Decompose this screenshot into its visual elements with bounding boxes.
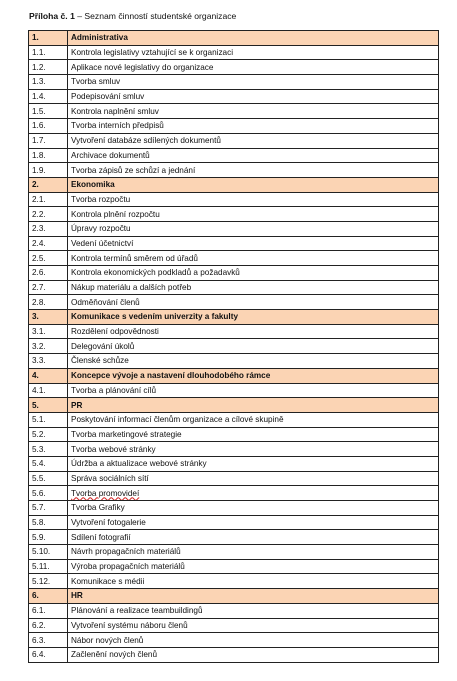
table-row — [29, 104, 439, 119]
row-number: 6.1. — [29, 603, 68, 618]
row-number: 3.1. — [29, 324, 68, 339]
table-row — [29, 501, 439, 516]
row-number: 2.4. — [29, 236, 68, 251]
table-row — [29, 486, 439, 501]
table-row — [29, 60, 439, 75]
table-row — [29, 574, 439, 589]
row-number: 5.10. — [29, 545, 68, 560]
row-number: 2. — [29, 177, 68, 192]
row-number: 5.5. — [29, 471, 68, 486]
activity-text: Tvorba marketingové strategie — [68, 427, 439, 442]
table-row — [29, 295, 439, 310]
section-title: HR — [68, 589, 439, 604]
activity-text: Kontrola ekonomických podkladů a požadavků — [68, 266, 439, 281]
section-row — [29, 398, 439, 413]
row-number: 5.12. — [29, 574, 68, 589]
table-row — [29, 236, 439, 251]
activity-text: Vytvoření systému náboru členů — [68, 618, 439, 633]
row-number: 2.3. — [29, 221, 68, 236]
section-row — [29, 368, 439, 383]
section-title: Administrativa — [68, 31, 439, 46]
table-row — [29, 89, 439, 104]
activity-text: Kontrola naplnění smluv — [68, 104, 439, 119]
section-row — [29, 310, 439, 325]
row-number: 6.2. — [29, 618, 68, 633]
activity-text: Návrh propagačních materiálů — [68, 545, 439, 560]
activity-text: Kontrola termínů směrem od úřadů — [68, 251, 439, 266]
table-row — [29, 339, 439, 354]
row-number: 2.1. — [29, 192, 68, 207]
section-row — [29, 31, 439, 46]
section-title: Ekonomika — [68, 177, 439, 192]
document-caption — [29, 11, 236, 22]
caption-label: Příloha č. 1 — [29, 11, 75, 21]
activity-text: Odměňování členů — [68, 295, 439, 310]
row-number: 3.3. — [29, 354, 68, 369]
activities-table — [28, 30, 439, 663]
table-row — [29, 207, 439, 222]
table-row — [29, 618, 439, 633]
activity-text: Nákup materiálu a dalších potřeb — [68, 280, 439, 295]
row-number: 3. — [29, 310, 68, 325]
activity-text: Tvorba a plánování cílů — [68, 383, 439, 398]
activity-text: Tvorba smluv — [68, 75, 439, 90]
activity-text: Aplikace nové legislativy do organizace — [68, 60, 439, 75]
row-number: 5.3. — [29, 442, 68, 457]
table-row — [29, 354, 439, 369]
table-row — [29, 133, 439, 148]
row-number: 5.7. — [29, 501, 68, 516]
table-row — [29, 515, 439, 530]
activity-text: Údržba a aktualizace webové stránky — [68, 456, 439, 471]
table-row — [29, 471, 439, 486]
activity-text: Poskytování informací členům organizace a cílové skupině — [68, 412, 439, 427]
row-number: 5.8. — [29, 515, 68, 530]
row-number: 6. — [29, 589, 68, 604]
table-row — [29, 221, 439, 236]
row-number: 2.2. — [29, 207, 68, 222]
activity-text: Sdílení fotografií — [68, 530, 439, 545]
table-row — [29, 324, 439, 339]
row-number: 2.8. — [29, 295, 68, 310]
activity-text: Kontrola legislativy vztahující se k organizaci — [68, 45, 439, 60]
activities-table-body — [29, 31, 439, 663]
activity-text: Začlenění nových členů — [68, 647, 439, 662]
table-row — [29, 45, 439, 60]
table-row — [29, 530, 439, 545]
activity-text: Úpravy rozpočtu — [68, 221, 439, 236]
activity-text — [68, 486, 439, 501]
table-row — [29, 603, 439, 618]
row-number: 1.5. — [29, 104, 68, 119]
row-number: 3.2. — [29, 339, 68, 354]
activity-text-flagged: Tvorba promovideí — [71, 488, 140, 498]
table-row — [29, 148, 439, 163]
table-row — [29, 119, 439, 134]
section-title: Koncepce vývoje a nastavení dlouhodobého rámce — [68, 368, 439, 383]
activity-text: Vytvoření databáze sdílených dokumentů — [68, 133, 439, 148]
row-number: 1.9. — [29, 163, 68, 178]
activity-text: Archivace dokumentů — [68, 148, 439, 163]
section-row — [29, 589, 439, 604]
table-row — [29, 383, 439, 398]
row-number: 1.3. — [29, 75, 68, 90]
table-row — [29, 412, 439, 427]
row-number: 2.6. — [29, 266, 68, 281]
activity-text: Tvorba Grafiky — [68, 501, 439, 516]
section-title: Komunikace s vedením univerzity a fakulty — [68, 310, 439, 325]
row-number: 1.2. — [29, 60, 68, 75]
table-row — [29, 280, 439, 295]
activity-text: Nábor nových členů — [68, 633, 439, 648]
activity-text: Výroba propagačních materiálů — [68, 559, 439, 574]
table-row — [29, 647, 439, 662]
row-number: 2.7. — [29, 280, 68, 295]
row-number: 5.2. — [29, 427, 68, 442]
row-number: 6.3. — [29, 633, 68, 648]
table-row — [29, 163, 439, 178]
table-row — [29, 266, 439, 281]
row-number: 1.7. — [29, 133, 68, 148]
row-number: 5.1. — [29, 412, 68, 427]
table-row — [29, 633, 439, 648]
row-number: 6.4. — [29, 647, 68, 662]
activity-text: Vytvoření fotogalerie — [68, 515, 439, 530]
activity-text: Podepisování smluv — [68, 89, 439, 104]
row-number: 1.8. — [29, 148, 68, 163]
table-row — [29, 456, 439, 471]
table-row — [29, 545, 439, 560]
activity-text: Členské schůze — [68, 354, 439, 369]
activity-text: Plánování a realizace teambuildingů — [68, 603, 439, 618]
section-row — [29, 177, 439, 192]
row-number: 1.6. — [29, 119, 68, 134]
caption-text: – Seznam činností studentské organizace — [74, 11, 237, 21]
row-number: 5.9. — [29, 530, 68, 545]
activity-text: Komunikace s médii — [68, 574, 439, 589]
activity-text: Tvorba rozpočtu — [68, 192, 439, 207]
table-row — [29, 442, 439, 457]
row-number: 1.1. — [29, 45, 68, 60]
row-number: 5.6. — [29, 486, 68, 501]
section-title: PR — [68, 398, 439, 413]
table-row — [29, 251, 439, 266]
activity-text: Tvorba interních předpisů — [68, 119, 439, 134]
row-number: 2.5. — [29, 251, 68, 266]
activity-text: Delegování úkolů — [68, 339, 439, 354]
activity-text: Kontrola plnění rozpočtu — [68, 207, 439, 222]
row-number: 4. — [29, 368, 68, 383]
table-row — [29, 75, 439, 90]
row-number: 5.11. — [29, 559, 68, 574]
row-number: 4.1. — [29, 383, 68, 398]
row-number: 1. — [29, 31, 68, 46]
table-row — [29, 427, 439, 442]
row-number: 1.4. — [29, 89, 68, 104]
activity-text: Tvorba zápisů ze schůzí a jednání — [68, 163, 439, 178]
activity-text: Tvorba webové stránky — [68, 442, 439, 457]
activity-text: Rozdělení odpovědnosti — [68, 324, 439, 339]
row-number: 5. — [29, 398, 68, 413]
row-number: 5.4. — [29, 456, 68, 471]
table-row — [29, 559, 439, 574]
activity-text: Správa sociálních sítí — [68, 471, 439, 486]
activity-text: Vedení účetnictví — [68, 236, 439, 251]
table-row — [29, 192, 439, 207]
